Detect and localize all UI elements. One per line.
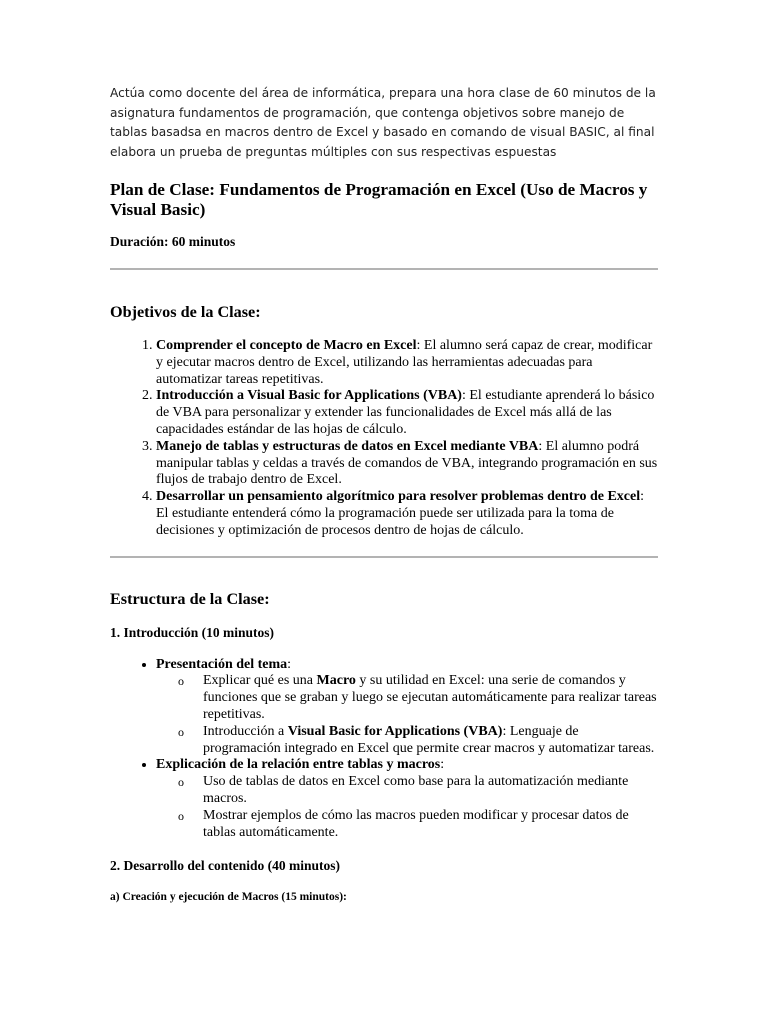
objective-item [156,388,658,438]
objective-title: Desarrollar un pensamiento algorítmico para resolver problemas dentro de Excel [156,489,641,505]
objective-text: : El alumno será capaz de crear, modificar y ejecutar macros dentro de Excel, utilizando las herramientas adecuadas para automatizar tareas repetitivas. [156,338,653,387]
prompt-text: Actúa como docente del área de informática, prepara una hora clase de 60 minutos de la asignatura fundamentos de programación, que contenga objetivos sobre manejo de tablas basadsa en macros dentro de Excel y basado en comando de visual BASIC, al final elabora un prueba de preguntas múltiples con sus respectivas espuestas [110,86,656,159]
objectives-list [110,338,658,540]
document-page [110,84,658,903]
horizontal-divider [110,268,658,270]
horizontal-divider [110,556,658,558]
bullet-colon: : [287,656,292,672]
sub-text: Explicar qué es una [203,673,317,689]
circle-bullet-icon: o [178,674,184,689]
development-subheading: a) Creación y ejecución de Macros (15 minutos): [110,891,347,904]
sub-bullet-item [178,807,658,842]
objective-item [156,338,658,388]
sub-text: Introducción a [203,723,288,739]
development-heading: 2. Desarrollo del contenido (40 minutos) [110,858,340,874]
objective-title: Manejo de tablas y estructuras de datos en Excel mediante VBA [156,438,539,454]
sub-text: y su utilidad en Excel: una serie de comandos y funciones que se graban y luego se ejecutan automáticamente para realizar tareas repetitivas. [203,673,657,722]
sub-bold: Macro [316,673,356,689]
objective-title: Introducción a Visual Basic for Applications (VBA) [156,388,462,404]
structure-heading: Estructura de la Clase: [110,589,270,608]
bullet-item [156,657,658,758]
bullet-item [156,757,658,841]
intro-bullet-list [110,657,658,842]
duration-label: Duración: 60 minutos [110,234,236,249]
bullet-colon: : [440,757,445,773]
page-title: Plan de Clase: Fundamentos de Programación en Excel (Uso de Macros y Visual Basic) [110,180,648,219]
objective-item [156,439,658,489]
objective-title: Comprender el concepto de Macro en Excel [156,338,417,353]
circle-bullet-icon: o [178,808,184,823]
sub-bullet-item [178,673,658,723]
sub-bullet-item [178,723,658,758]
sub-text: Uso de tablas de datos en Excel como base para la automatización mediante macros. [203,774,629,806]
sub-bullet-item [178,774,658,808]
sub-bold: Visual Basic for Applications (VBA) [287,723,503,739]
sub-text: Mostrar ejemplos de cómo las macros pueden modificar y procesar datos de tablas automáticamente. [203,807,629,840]
objective-text: : El estudiante aprenderá lo básico de VBA para personalizar y extender las funcionalidades de Excel más allá de las capacidades estándar de las hojas de cálculo. [156,388,655,437]
sub-text: : Lenguaje de programación integrado en Excel que permite crear macros y automatizar tareas. [203,723,655,756]
objective-text: : El alumno podrá manipular tablas y celdas a través de comandos de VBA, integrando programación en sus flujos de trabajo dentro de Excel. [156,438,658,488]
objective-text: : El estudiante entenderá cómo la programación puede ser utilizada para la toma de decisiones y optimización de procesos dentro de hojas de cálculo. [156,489,645,538]
circle-bullet-icon: o [178,724,184,739]
sub-bullet-list [156,673,658,757]
objective-item [156,489,658,539]
circle-bullet-icon: o [178,775,184,790]
bullet-title: Explicación de la relación entre tablas y macros [156,757,441,773]
intro-heading: 1. Introducción (10 minutos) [110,624,275,640]
sub-bullet-list [156,774,658,841]
objectives-heading: Objetivos de la Clase: [110,303,261,321]
bullet-title: Presentación del tema [156,656,288,672]
